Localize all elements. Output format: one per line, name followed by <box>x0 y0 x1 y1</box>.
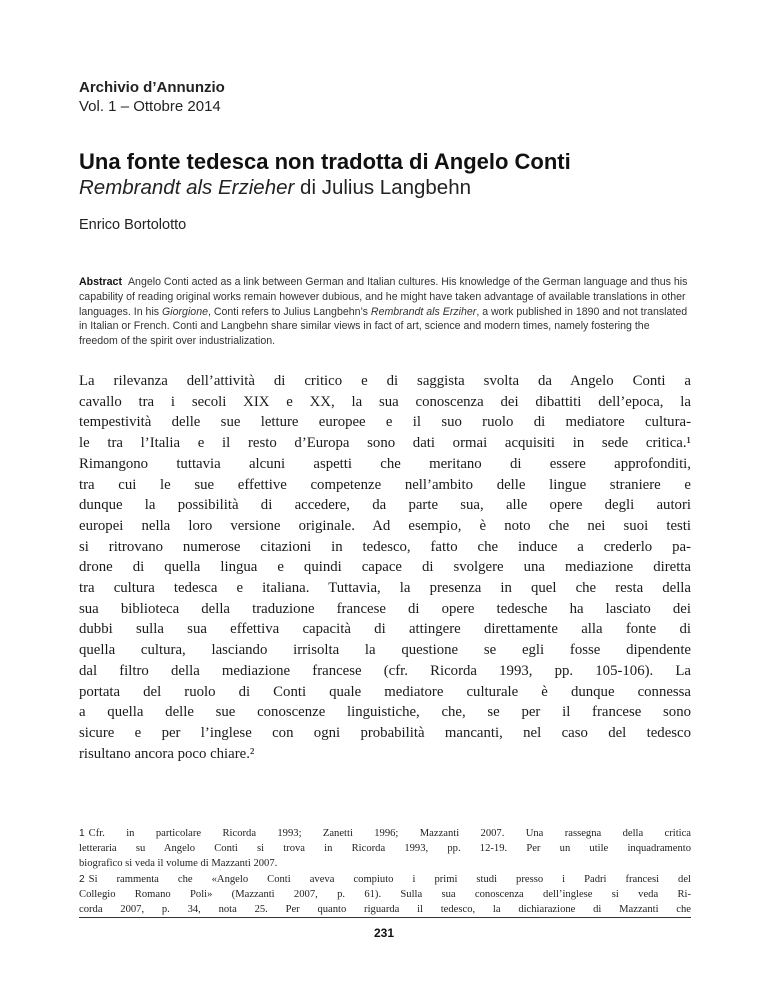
body-line: dubbi sulla sua effettiva capacità di attingere direttamente alla fonte di <box>79 621 691 638</box>
body-line: tra cultura tedesca e italiana. Tuttavia, la presenza in quel che resta della <box>79 580 691 597</box>
body-line: La rilevanza dell’attività di critico e di saggista svolta da Angelo Conti a <box>79 373 691 389</box>
body-line: cavallo tra i secoli XIX e XX, la sua conoscenza dei dibattiti dell’epoca, la <box>79 393 691 410</box>
body-line: drone di quella lingua e quindi capace di svolgere una mediazione diretta <box>79 559 691 576</box>
article-title-block <box>79 149 689 200</box>
subtitle-work-title: Rembrandt als Erzieher <box>79 176 295 199</box>
footer-rule <box>79 917 691 918</box>
subtitle-rest: di Julius Langbehn <box>294 176 472 199</box>
footnote-number: 2 <box>79 874 85 885</box>
body-line: tra cui le sue effettive competenze nell’ambito delle lingue straniere e <box>79 476 691 493</box>
abstract-text-1: Angelo Conti acted as a link between German and Italian cultures. His knowledge of the German language and thus his capability of reading original works remain however dubious, and he might have taken advantage of available translations in other languages. In his <box>79 276 688 318</box>
abstract-text-3: , a work published in 1890 and not translated in Italian or French. Conti and Langbehn share similar views in fact of art, science and modern times, namely fostering the freedom of the spirit over industrialization. <box>79 305 688 348</box>
abstract-label: Abstract <box>79 276 122 288</box>
body-line: tempestività delle sue letture europee e il suo ruolo di mediatore cultura- <box>79 414 691 431</box>
body-line: Rimangono tuttavia alcuni aspetti che meritano di essere approfonditi, <box>79 455 691 472</box>
footnote-line: corda 2007, p. 34, nota 25. Per quanto riguarda il tedesco, la dichiarazione di Mazzanti che <box>79 903 691 915</box>
article-author: Enrico Bortolotto <box>79 217 187 233</box>
abstract-text-2: , Conti refers to Julius Langbehn’s <box>207 305 371 318</box>
footnote-line: Collegio Romano Poli» (Mazzanti 2007, p. 61). Sulla sua conoscenza dell’inglese si veda Ri- <box>79 888 691 900</box>
article-subtitle <box>79 175 689 200</box>
body-line: risultano ancora poco chiare.² <box>79 745 255 762</box>
footnote-line: Cfr. in particolare Ricorda 1993; Zanetti 1996; Mazzanti 2007. Una rassegna della critica <box>88 828 691 839</box>
body-line: le tra l’Italia e il resto d’Europa sono dati ormai acquisiti in sede critica.¹ <box>79 435 691 452</box>
body-line: europei nella loro versione originale. Ad esempio, è noto che nei suoi testi <box>79 517 691 534</box>
article-title: Una fonte tedesca non tradotta di Angelo Conti <box>79 149 571 174</box>
body-line: quella cultura, lasciando irrisolta la questione se egli fosse dipendente <box>79 642 691 659</box>
abstract-work-2: Rembrandt als Erziher <box>370 305 477 318</box>
page-number: 231 <box>373 926 395 940</box>
journal-header <box>79 79 689 116</box>
footnote-line: Si rammenta che «Angelo Conti aveva compiuto i primi studi presso i Padri francesi del <box>88 874 691 885</box>
footnote-1 <box>79 827 691 871</box>
footnote-number: 1 <box>79 828 85 839</box>
footnote-line: letteraria su Angelo Conti si trova in Ricorda 1993, pp. 12-19. Per un utile inquadramento <box>79 842 691 854</box>
abstract <box>79 275 691 349</box>
footnote-line: biografico si veda il volume di Mazzanti 2007. <box>79 857 278 869</box>
body-line: sicure e per l’inglese con ogni probabilità mancanti, nel caso del tedesco <box>79 724 691 741</box>
body-line: portata del ruolo di Conti quale mediatore culturale è dunque connessa <box>79 683 691 700</box>
journal-volume: Vol. 1 – Ottobre 2014 <box>79 98 221 115</box>
footnote-2 <box>79 873 691 917</box>
body-line: si ritrovano numerose citazioni in tedesco, fatto che induce a crederlo pa- <box>79 538 691 555</box>
body-line: dal filtro della mediazione francese (cfr. Ricorda 1993, pp. 105-106). La <box>79 662 691 679</box>
journal-name: Archivio d’Annunzio <box>79 79 225 96</box>
body-line: a quella delle sue conoscenze linguistiche, che, se per il francese sono <box>79 704 691 721</box>
abstract-work-1: Giorgione <box>162 305 208 318</box>
body-line: sua biblioteca della traduzione francese di opere tedesche ha lasciato dei <box>79 600 691 617</box>
body-line: dunque la possibilità di accedere, da parte sua, alle opere degli autori <box>79 497 691 514</box>
body-paragraph <box>79 371 691 764</box>
